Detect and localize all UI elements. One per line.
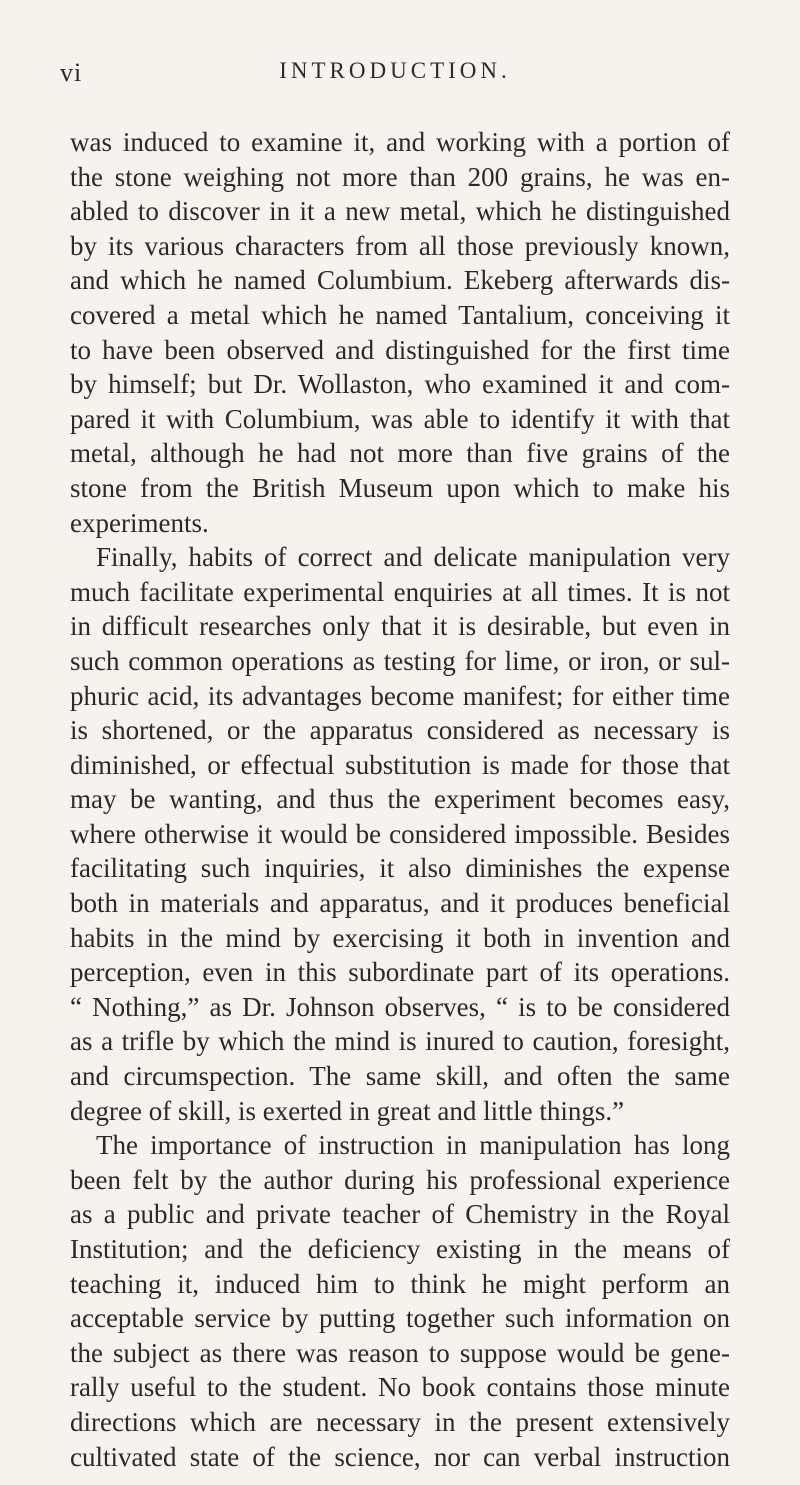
text-line: by its various characters from all those previously known,	[70, 230, 730, 261]
text-line: by himself; but Dr. Wollaston, who examined it and com-	[70, 369, 730, 400]
text-line: where otherwise it would be considered impossible. Besides	[70, 818, 730, 849]
text-line: directions which are necessary in the present extensively	[70, 1406, 730, 1437]
text-line: perception, even in this subordinate part of its operations.	[70, 957, 730, 988]
text-line: to have been observed and distinguished for the first time	[70, 334, 730, 365]
text-line: phuric acid, its advantages become manifest; for either time	[70, 680, 730, 711]
text-line: “ Nothing,” as Dr. Johnson observes, “ is to be considered	[70, 991, 730, 1022]
page-header	[60, 58, 730, 98]
text-line: the stone weighing not more than 200 grains, he was en-	[70, 161, 730, 192]
text-line: teaching it, induced him to think he might perform an	[70, 1268, 730, 1299]
paragraph-start-line: Finally, habits of correct and delicate manipulation very	[96, 542, 730, 573]
text-line: covered a metal which he named Tantalium, conceiving it	[70, 299, 730, 330]
text-line: diminished, or effectual substitution is made for those that	[70, 749, 730, 780]
text-line: the subject as there was reason to suppose would be gene-	[70, 1337, 730, 1368]
text-line: facilitating such inquiries, it also diminishes the expense	[70, 853, 730, 884]
text-line: Institution; and the deficiency existing in the means of	[70, 1234, 730, 1264]
text-line: pared it with Columbium, was able to identify it with that	[70, 403, 730, 434]
paragraph-start-line: The importance of instruction in manipulation has long	[96, 1130, 730, 1161]
page-number: vi	[60, 58, 83, 87]
running-head: INTRODUCTION.	[279, 58, 511, 83]
text-line: rally useful to the student. No book contains those minute	[70, 1372, 730, 1403]
text-line: stone from the British Museum upon which to make his	[70, 472, 730, 503]
text-line: metal, although he had not more than five grains of the	[70, 438, 730, 469]
text-line: been felt by the author during his professional experience	[70, 1164, 730, 1195]
text-line: may be wanting, and thus the experiment becomes easy,	[70, 784, 730, 815]
text-line: abled to discover in it a new metal, which he distinguished	[70, 196, 730, 227]
text-line: habits in the mind by exercising it both in invention and	[70, 922, 730, 953]
text-line: much facilitate experimental enquiries at all times. It is not	[70, 576, 730, 607]
text-line: acceptable service by putting together such information on	[70, 1303, 730, 1334]
text-line: and circumspection. The same skill, and often the same	[70, 1061, 730, 1092]
text-line: in difficult researches only that it is desirable, but even in	[70, 611, 730, 642]
text-line: experiments.	[70, 507, 209, 538]
text-line: both in materials and apparatus, and it produces beneficial	[70, 888, 730, 919]
text-line: is shortened, or the apparatus considered as necessary is	[70, 715, 730, 746]
text-line: as a public and private teacher of Chemistry in the Royal	[70, 1199, 730, 1230]
text-line: such common operations as testing for lime, or iron, or sul-	[70, 645, 730, 676]
text-line: and which he named Columbium. Ekeberg afterwards dis-	[70, 265, 730, 296]
text-line: as a trifle by which the mind is inured to caution, foresight,	[70, 1026, 730, 1057]
body-text	[70, 125, 730, 1474]
text-line: cultivated state of the science, nor can verbal instruction	[70, 1441, 730, 1472]
text-line: degree of skill, is exerted in great and little things.”	[70, 1095, 625, 1126]
text-line: was induced to examine it, and working with a portion of	[70, 127, 730, 157]
